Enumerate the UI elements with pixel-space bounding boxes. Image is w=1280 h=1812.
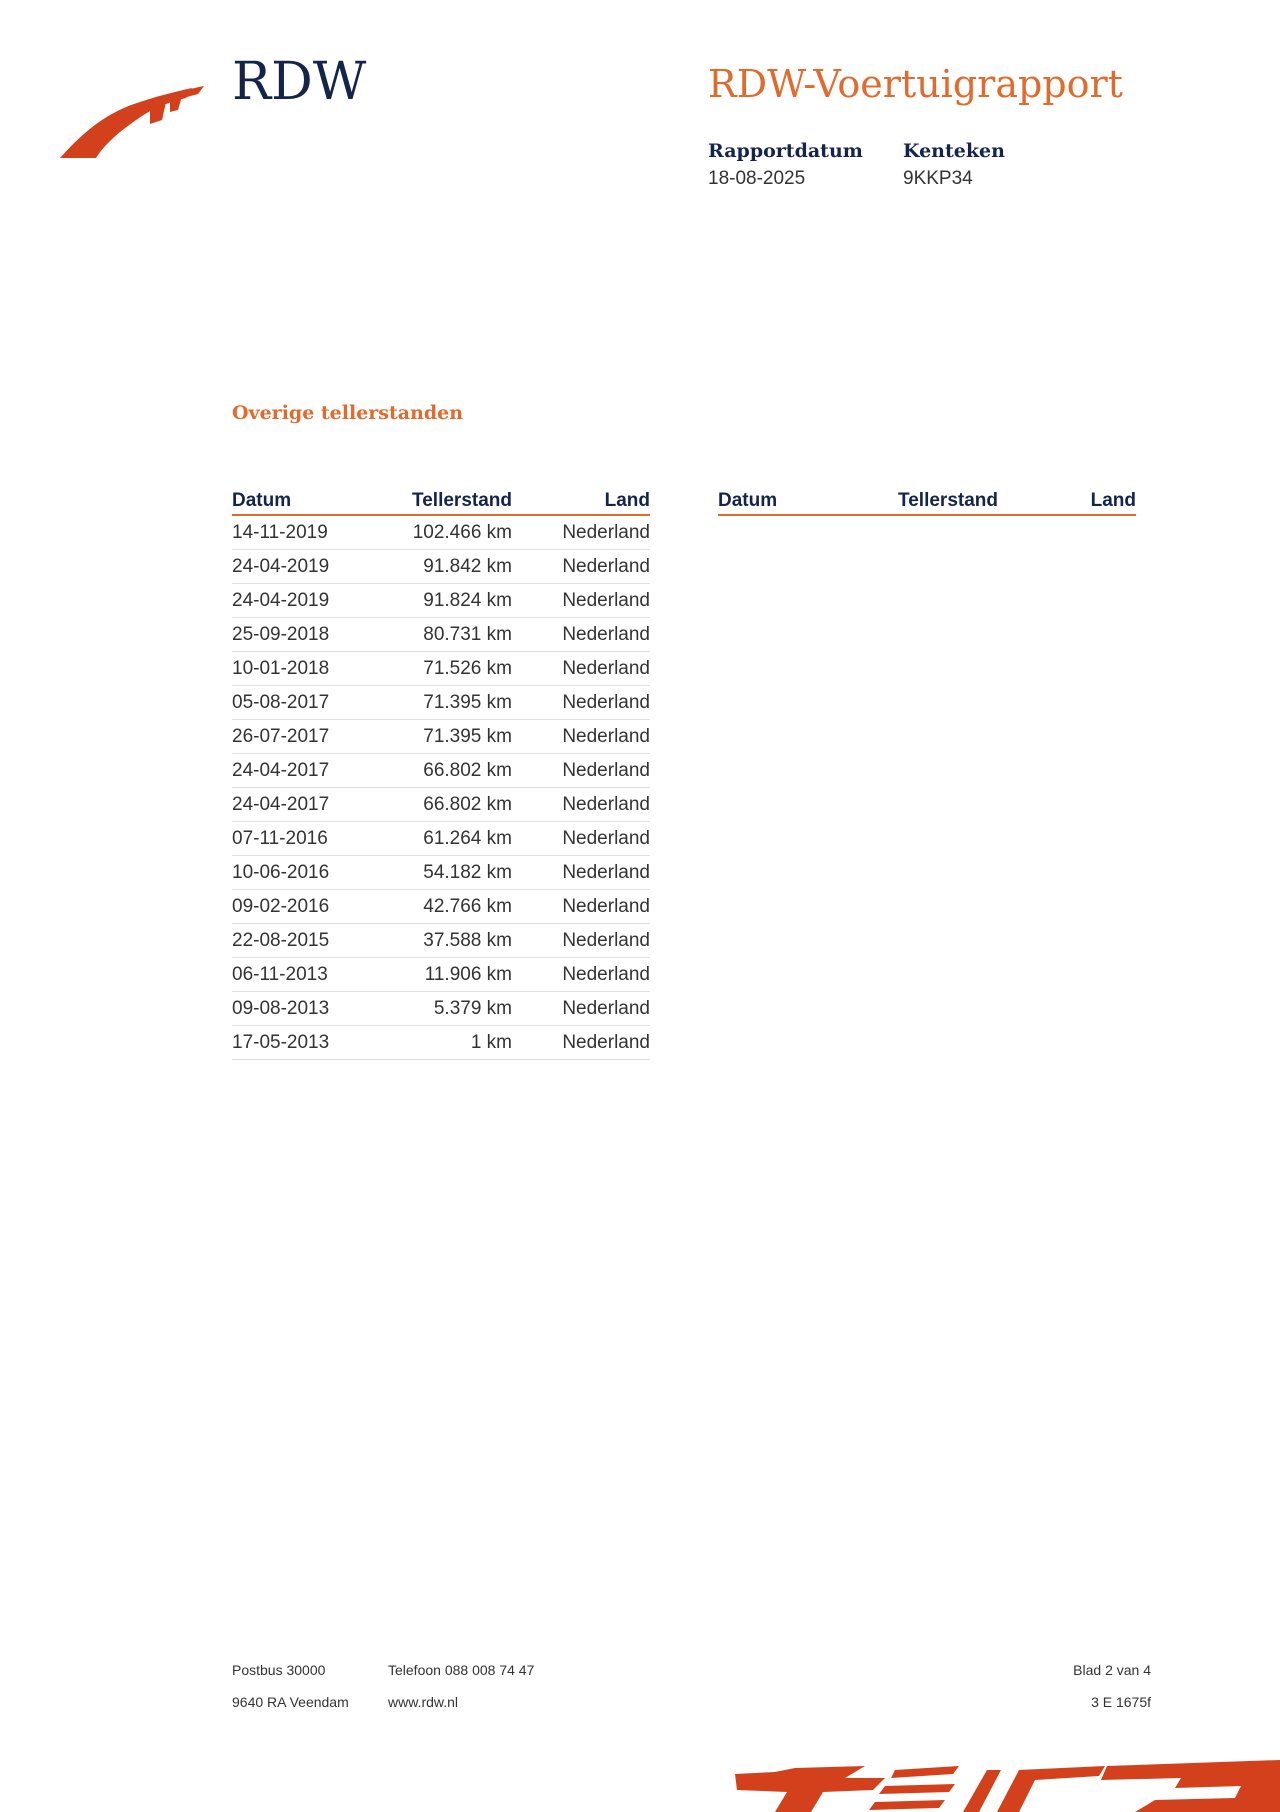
odometer-table — [232, 486, 650, 1060]
cell-date: 24-04-2017 — [232, 788, 392, 822]
cell-date: 24-04-2019 — [232, 584, 392, 618]
cell-country: Nederland — [512, 1026, 650, 1060]
cell-country: Nederland — [512, 958, 650, 992]
table-row — [232, 822, 650, 856]
report-title: RDW-Voertuigrapport — [708, 62, 1123, 106]
cell-country: Nederland — [512, 720, 650, 754]
license-plate-value: 9KKP34 — [903, 168, 973, 189]
footer-address-line2: 9640 RA Veendam — [232, 1694, 349, 1710]
cell-date: 26-07-2017 — [232, 720, 392, 754]
report-date-label: Rapportdatum — [708, 140, 863, 162]
table-row — [232, 924, 650, 958]
cell-reading: 54.182 km — [392, 856, 512, 890]
footer-phone: Telefoon 088 008 74 47 — [388, 1662, 535, 1678]
brand-name: RDW — [232, 52, 367, 112]
table-row — [232, 584, 650, 618]
cell-reading: 91.824 km — [392, 584, 512, 618]
table-row — [232, 890, 650, 924]
cell-reading: 66.802 km — [392, 788, 512, 822]
cell-date: 07-11-2016 — [232, 822, 392, 856]
table-row — [232, 754, 650, 788]
table-row — [232, 686, 650, 720]
cell-date: 05-08-2017 — [232, 686, 392, 720]
cell-reading: 102.466 km — [392, 515, 512, 550]
rdw-logo-icon — [58, 80, 208, 162]
cell-reading: 42.766 km — [392, 890, 512, 924]
cell-date: 24-04-2017 — [232, 754, 392, 788]
cell-reading: 71.395 km — [392, 720, 512, 754]
table-row — [232, 1026, 650, 1060]
cell-date: 10-06-2016 — [232, 856, 392, 890]
cell-date: 14-11-2019 — [232, 515, 392, 550]
cell-country: Nederland — [512, 992, 650, 1026]
table-row — [232, 958, 650, 992]
table-row — [232, 992, 650, 1026]
cell-date: 17-05-2013 — [232, 1026, 392, 1060]
cell-country: Nederland — [512, 890, 650, 924]
cell-reading: 71.526 km — [392, 652, 512, 686]
table-row — [232, 515, 650, 550]
cell-reading: 61.264 km — [392, 822, 512, 856]
cell-country: Nederland — [512, 618, 650, 652]
cell-date: 06-11-2013 — [232, 958, 392, 992]
table-row — [232, 618, 650, 652]
report-date-value: 18-08-2025 — [708, 168, 806, 189]
cell-reading: 37.588 km — [392, 924, 512, 958]
cell-country: Nederland — [512, 754, 650, 788]
cell-country: Nederland — [512, 584, 650, 618]
footer-page-number: Blad 2 van 4 — [1073, 1662, 1151, 1678]
cell-date: 24-04-2019 — [232, 550, 392, 584]
cell-reading: 66.802 km — [392, 754, 512, 788]
table-row — [232, 856, 650, 890]
cell-country: Nederland — [512, 788, 650, 822]
column-header-reading: Tellerstand — [392, 486, 512, 515]
cell-country: Nederland — [512, 550, 650, 584]
column-header-country: Land — [998, 486, 1136, 515]
cell-country: Nederland — [512, 924, 650, 958]
odometer-table-right — [718, 486, 1136, 516]
table-header-row — [232, 486, 650, 515]
license-plate-label: Kenteken — [903, 140, 1005, 162]
cell-reading: 91.842 km — [392, 550, 512, 584]
cell-reading: 5.379 km — [392, 992, 512, 1026]
cell-date: 09-02-2016 — [232, 890, 392, 924]
footer-address-line1: Postbus 30000 — [232, 1662, 326, 1678]
table-row — [232, 788, 650, 822]
cell-date: 22-08-2015 — [232, 924, 392, 958]
table-row — [232, 720, 650, 754]
table-header-row — [718, 486, 1136, 515]
column-header-date: Datum — [232, 486, 392, 515]
cell-country: Nederland — [512, 822, 650, 856]
table-row — [232, 652, 650, 686]
cell-reading: 71.395 km — [392, 686, 512, 720]
cell-reading: 1 km — [392, 1026, 512, 1060]
cell-reading: 11.906 km — [392, 958, 512, 992]
decorative-stripes-icon — [735, 1756, 1280, 1812]
column-header-reading: Tellerstand — [878, 486, 998, 515]
cell-country: Nederland — [512, 686, 650, 720]
cell-country: Nederland — [512, 856, 650, 890]
cell-date: 10-01-2018 — [232, 652, 392, 686]
cell-reading: 80.731 km — [392, 618, 512, 652]
section-title: Overige tellerstanden — [232, 402, 464, 424]
cell-date: 09-08-2013 — [232, 992, 392, 1026]
table-row — [232, 550, 650, 584]
footer-website-link[interactable]: www.rdw.nl — [388, 1694, 459, 1710]
column-header-country: Land — [512, 486, 650, 515]
cell-country: Nederland — [512, 652, 650, 686]
column-header-date: Datum — [718, 486, 878, 515]
cell-country: Nederland — [512, 515, 650, 550]
cell-date: 25-09-2018 — [232, 618, 392, 652]
footer-document-code: 3 E 1675f — [1091, 1694, 1151, 1710]
